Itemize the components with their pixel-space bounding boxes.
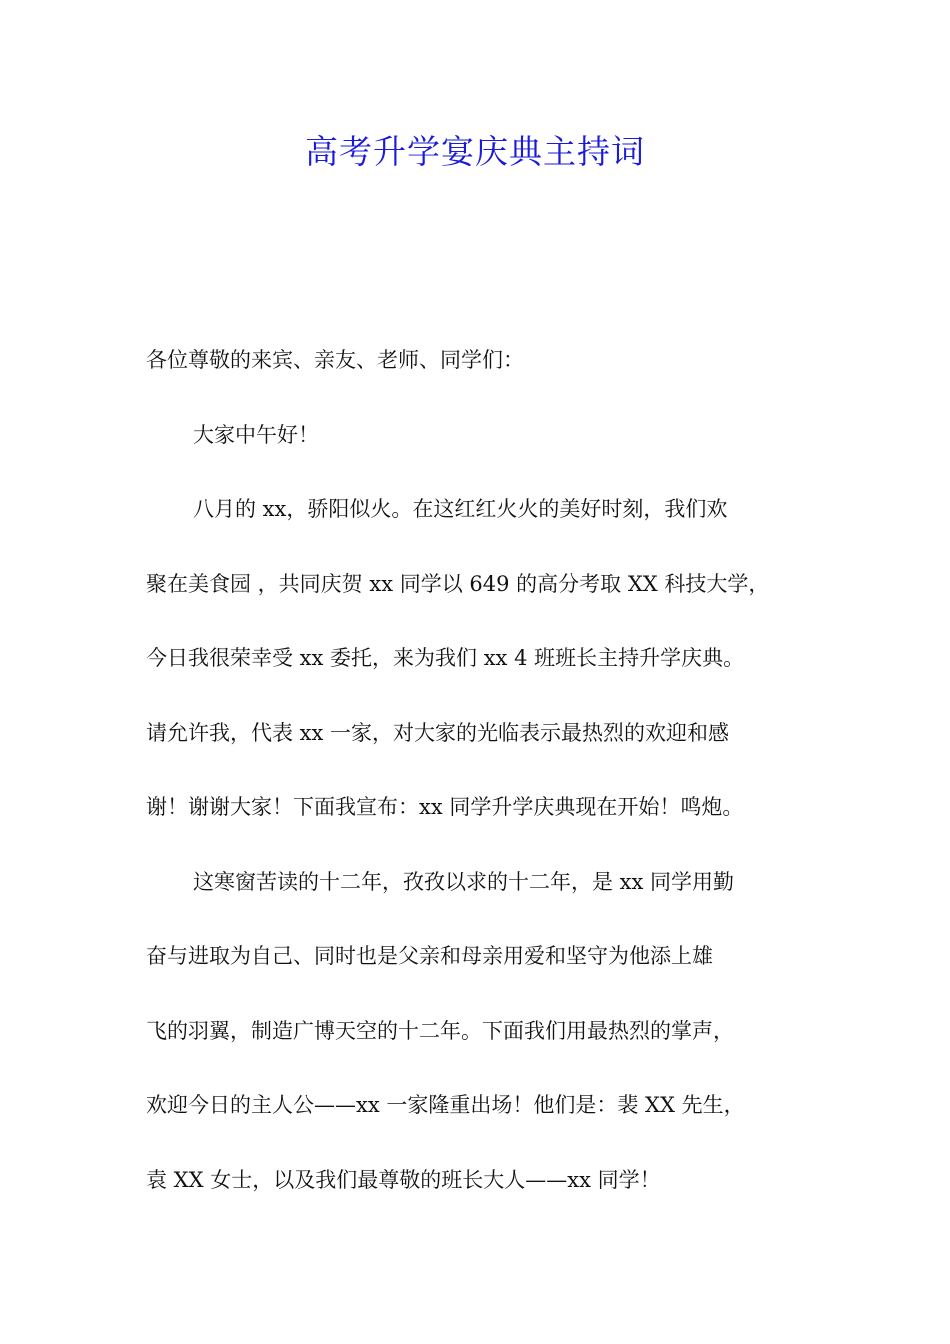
paragraph-line: 欢迎今日的主人公——xx 一家隆重出场！他们是：裴 XX 先生，: [146, 1093, 745, 1117]
paragraph-line: 谢！谢谢大家！下面我宣布：xx 同学升学庆典现在开始！鸣炮。: [146, 795, 744, 819]
document-title: 高考升学宴庆典主持词: [305, 132, 645, 171]
salutation-line: 各位尊敬的来宾、亲友、老师、同学们：: [146, 348, 524, 372]
greeting-line: 大家中午好！: [193, 422, 319, 447]
paragraph-line: 聚在美食园 ，共同庆贺 xx 同学以 649 的高分考取 XX 科技大学，: [146, 571, 770, 596]
paragraph-line: 八月的 xx，骄阳似火。在这红红火火的美好时刻，我们欢: [193, 497, 728, 521]
paragraph-line: 袁 XX 女士，以及我们最尊敬的班长大人——xx 同学！: [146, 1167, 661, 1192]
paragraph-line: 这寒窗苦读的十二年，孜孜以求的十二年，是 xx 同学用勤: [193, 869, 735, 894]
paragraph-line: 请允许我，代表 xx 一家，对大家的光临表示最热烈的欢迎和感: [146, 720, 730, 745]
document-body: [146, 336, 826, 1230]
paragraph-line: 飞的羽翼，制造广博天空的十二年。下面我们用最热烈的掌声，: [146, 1018, 734, 1043]
paragraph-line: 奋与进取为自己、同时也是父亲和母亲用爱和坚守为他添上雄: [146, 944, 713, 968]
paragraph-line: 今日我很荣幸受 xx 委托，来为我们 xx 4 班班长主持升学庆典。: [146, 646, 745, 670]
